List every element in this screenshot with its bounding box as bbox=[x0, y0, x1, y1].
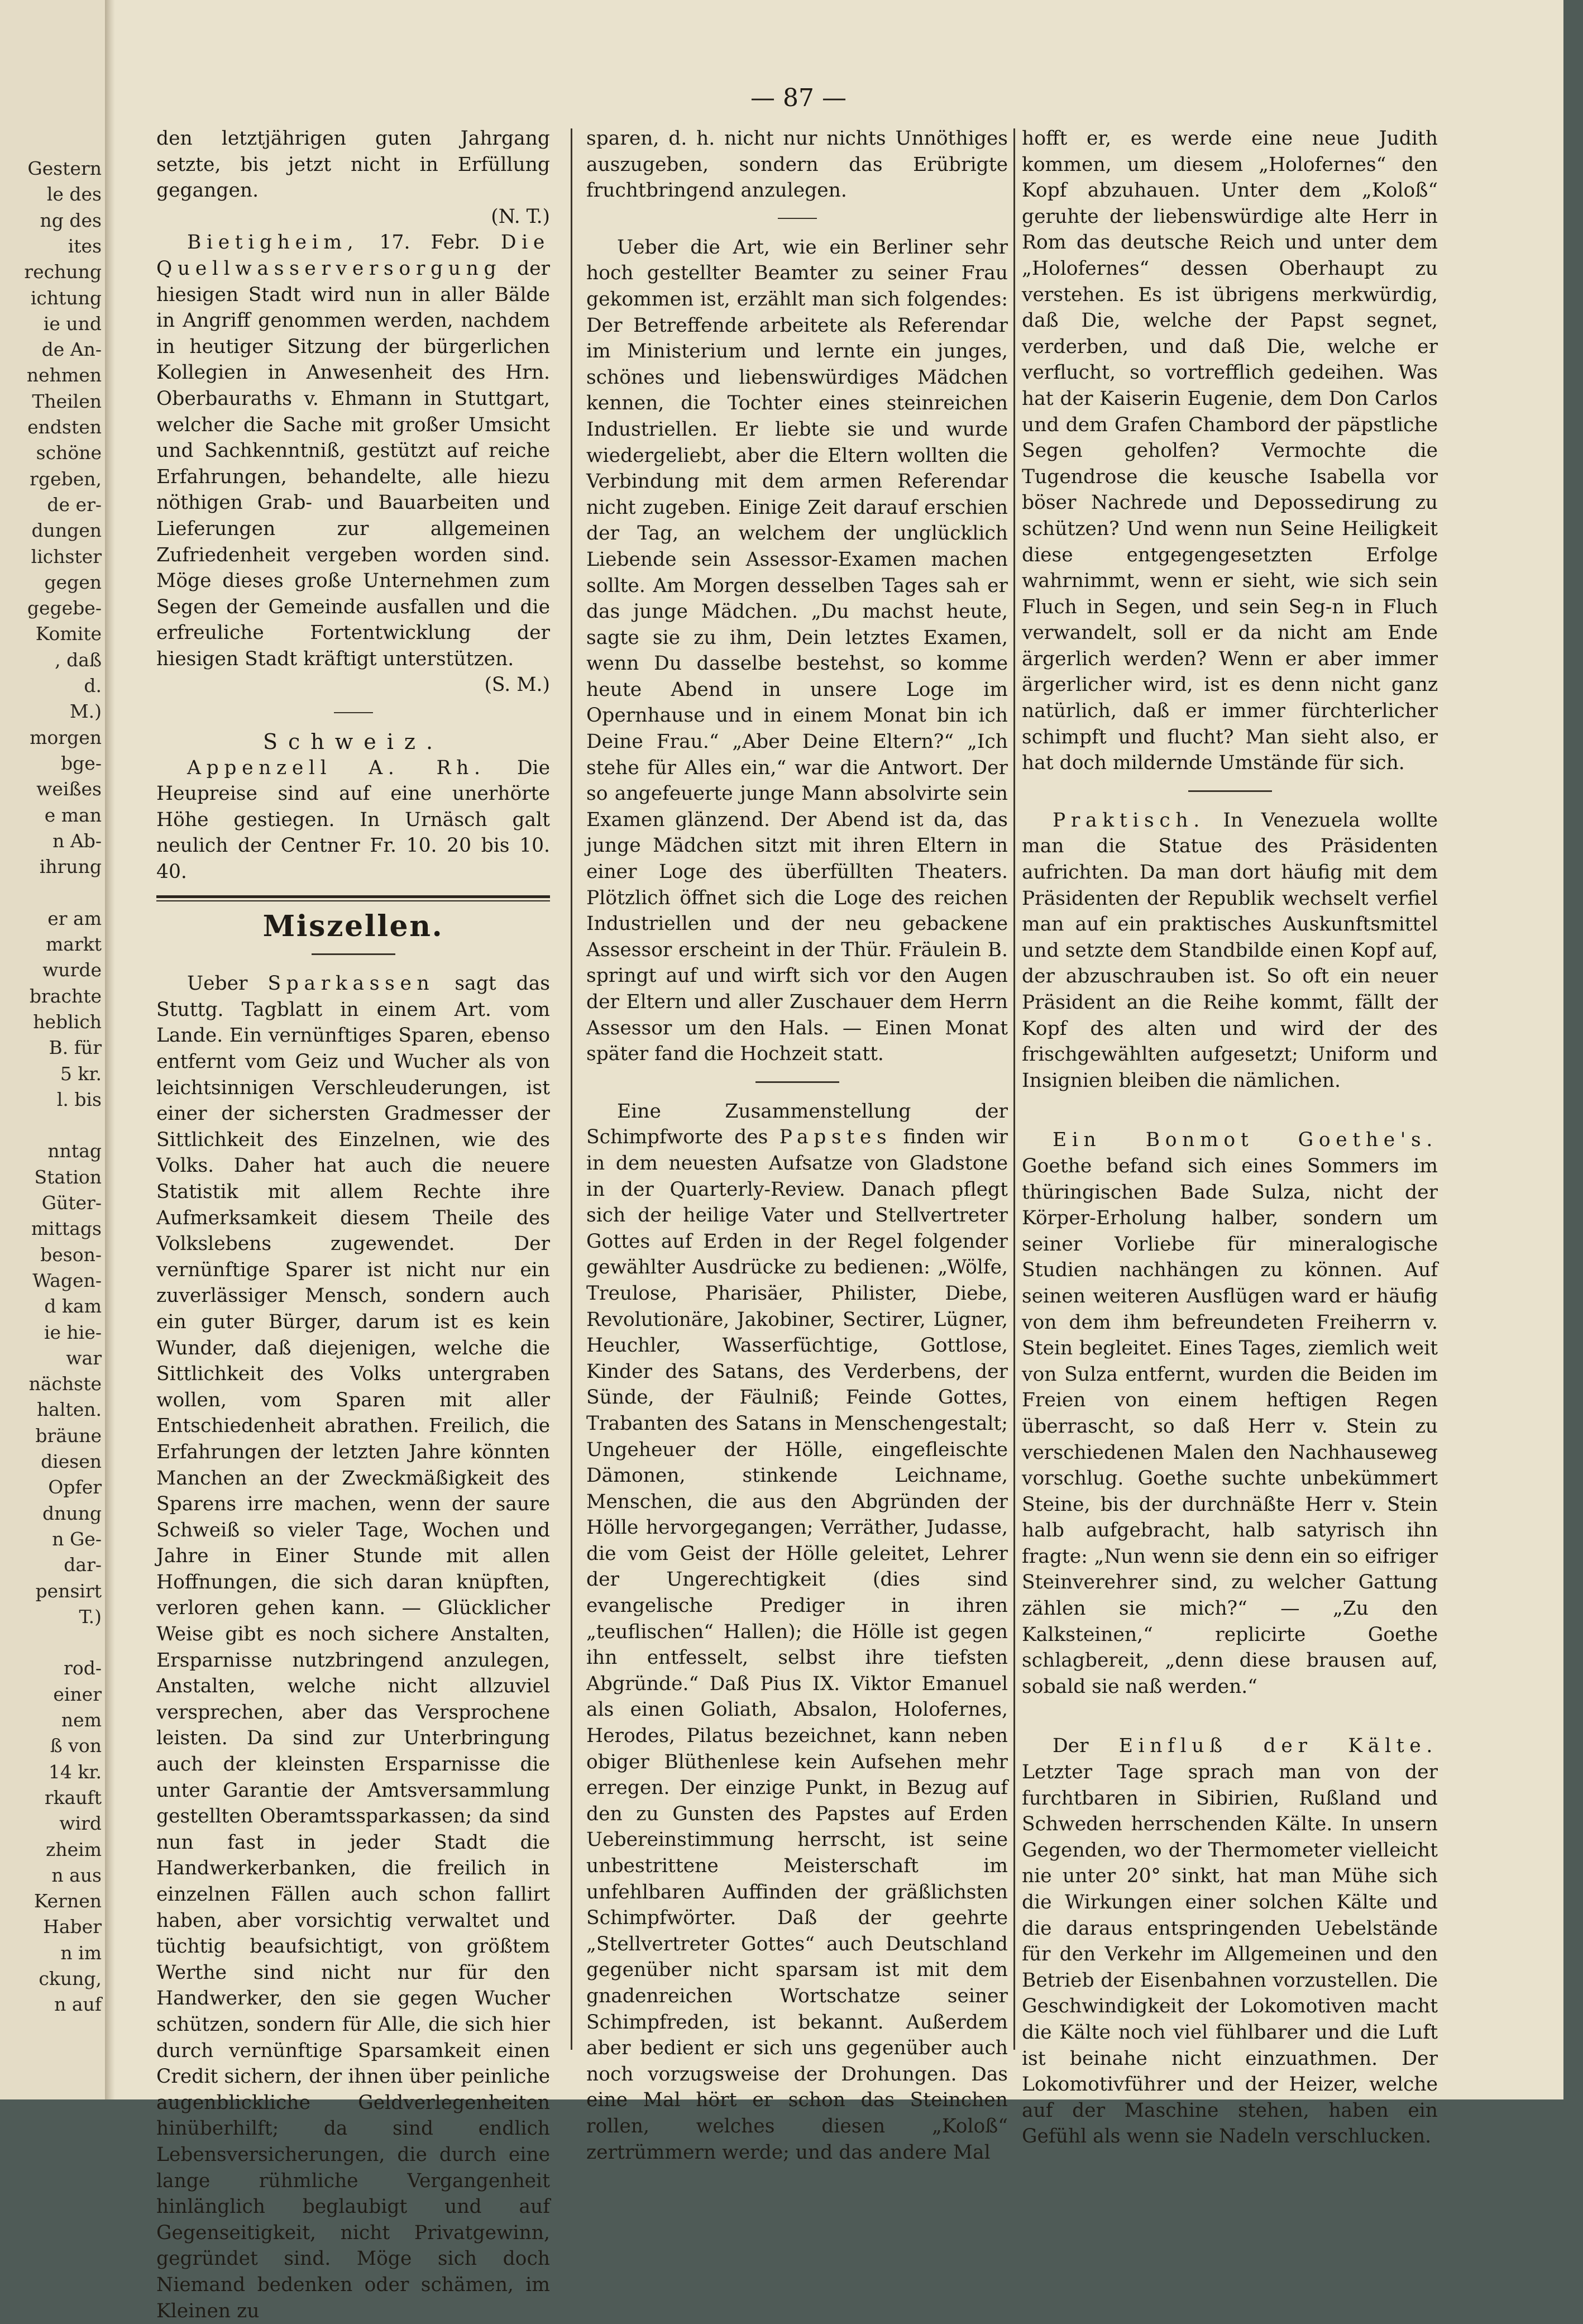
left-page-fragment: B. für bbox=[49, 1037, 102, 1059]
separator-rule bbox=[334, 712, 373, 713]
left-page-fragment: gegen bbox=[44, 571, 102, 593]
column-2 bbox=[586, 126, 1008, 2165]
article-praktisch bbox=[1022, 808, 1438, 1094]
column-rule-2 bbox=[1013, 128, 1015, 2050]
left-page-fragment: weißes bbox=[36, 778, 102, 800]
left-page-fragment: ie hie- bbox=[44, 1321, 102, 1343]
section-heading-schweiz: Schweiz. bbox=[262, 729, 444, 755]
left-page-fragment: mittags bbox=[31, 1218, 102, 1240]
left-page-fragment: Haber bbox=[43, 1916, 102, 1938]
left-page-fragment: einer bbox=[53, 1683, 102, 1705]
left-page-fragment: morgen bbox=[30, 726, 102, 748]
left-page-fragment: rod- bbox=[64, 1657, 102, 1679]
left-page-fragment: pensirt bbox=[35, 1579, 102, 1602]
left-page-fragment: Güter- bbox=[41, 1192, 102, 1214]
article-continuation: sparen, d. h. nicht nur nichts Unnöthiges auszugeben, sondern das Erübrigte fruchtbringend anzulegen. bbox=[586, 127, 1008, 202]
article-text: Die Heupreise sind auf eine unerhörte Höhe gestiegen. In Urnäsch galt neulich der Centner Fr. 10. 20 bis 10. 40. bbox=[156, 756, 551, 884]
left-page-fragment: le des bbox=[46, 183, 102, 206]
article-text: der hiesigen Stadt wird nun in aller Bälde in Angriff genommen werden, nachdem in heutiger Sitzung der bürgerlichen Kollegien in Anwesenheit des Hrn. Oberbauraths v. Ehmann in Stuttgart, welcher die Sache mit großer Umsicht und Sachkenntniß, gestützt auf reiche Erfahrungen, behandelte, alle hiezu nöthigen Grab- und Bauarbeiten und Lieferungen zur allgemeinen Zufriedenheit vergeben worden sind. Möge dieses große Unternehmen zum Segen der Gemeinde ausfallen und die erfreuliche Fortentwicklung der hiesigen Stadt kräftigt unterstützen. bbox=[156, 257, 550, 670]
left-page-fragment: rkauft bbox=[44, 1786, 102, 1808]
left-page-fragment: Gestern bbox=[27, 158, 102, 179]
lead-text: Ueber bbox=[187, 972, 268, 995]
left-page-fragment: wird bbox=[59, 1812, 102, 1835]
left-page-fragment: n aus bbox=[51, 1864, 102, 1886]
book-spine bbox=[105, 0, 115, 2099]
spaced-emphasis: Einfluß der Kälte. bbox=[1118, 1735, 1438, 1758]
left-page-fragment: Theilen bbox=[32, 390, 102, 412]
left-page-fragment: d. bbox=[84, 675, 102, 696]
spaced-emphasis: Papstes bbox=[779, 1126, 892, 1149]
left-page-fragment: war bbox=[66, 1347, 102, 1369]
left-page-fragment: n Ab- bbox=[52, 829, 102, 852]
spaced-emphasis: Sparkassen bbox=[267, 972, 435, 995]
page-number: — 87 — bbox=[750, 84, 847, 112]
left-page-fragment: ihrung bbox=[39, 856, 102, 878]
left-page-fragment: nehmen bbox=[26, 364, 102, 386]
article-text: sagt das Stuttg. Tagblatt in einem Art. vom Lande. Ein vernünftiges Sparen, ebenso entfernt vom Geiz und Wucher als von leichtsinnigen Verschleuderungen, ist einer der sichersten Gradmesser der Sittlichkeit des Einzelnen, wie des Volks. Daher hat auch die neuere Statistik mit allem Rechte ihre Aufmerksamkeit diesem Theile des Volkslebens zugewendet. Der vernünftige Sparer ist nicht nur ein zuverlässiger Mensch, sondern auch ein guter Bürger, darum ist es kein Wunder, daß diejenigen, welche die Sittlichkeit des Volks untergraben wollen, vom Sparen mit aller Entschiedenheit abrathen. Freilich, die Erfahrungen der letzten Jahre könnten Manchen an der Zweckmäßigkeit des Sparens irre machen, wenn der saure Schweiß so vieler Tage, Wochen und Jahre in Einer Stunde mit allen Hoffnungen, die sich daran knüpften, verloren gehen kann. — Glücklicher Weise gibt es noch sichere Anstalten, Ersparnisse nutzbringend anzulegen, Anstalten, welche nicht allzuviel versprechen, aber das Versprochene leisten. Da sind zur Unterbringung auch der kleinsten Ersparnisse die unter Garantie der Amtsversammlung gestellten Oberamtssparkassen; da sind nun fast in jeder Stadt die Handwerkerbanken, die freilich in einzelnen Fällen auch schon fallirt haben, aber vorsichtig verwaltet und tüchtig beaufsichtigt, von größtem Werthe sind nicht nur für den Handwerker, den sie gegen Wucher schützen, sondern für Alle, die sich hier durch vernünftige Sparsamkeit einen Credit sichern, der ihnen über peinliche augenblickliche Geldverlegenheiten hinüberhilft; da sind endlich Lebensversicherungen, die durch eine lange rühmliche Vergangenheit hinlänglich beglaubigt und auf Gegenseitigkeit, nicht Privatgewinn, gegründet sind. Möge sich doch Niemand bedenken oder schämen, im Kleinen zu bbox=[156, 972, 551, 2322]
article-text: In Venezuela wollte man die Statue des Präsidenten aufrichten. Da man dort häufig mit dem Präsidenten der Republik wechselt verfiel man auf ein praktisches Auskunftsmittel und setzte dem Standbilde einen Kopf auf, der abzuschrauben ist. So oft ein neuer Präsident an die Reihe kommt, fällt der Kopf des alten und wird der des frischgewählten aufgesetzt; Uniform und Insignien bleiben die nämlichen. bbox=[1022, 809, 1438, 1092]
left-page-fragment: Wagen- bbox=[32, 1269, 102, 1291]
column-rule-1 bbox=[571, 128, 572, 2050]
left-page-fragment: dungen bbox=[31, 519, 102, 542]
column-1 bbox=[156, 126, 550, 2324]
section-rule bbox=[156, 895, 550, 898]
left-page-fragment: d kam bbox=[44, 1295, 102, 1318]
left-page-fragment: nem bbox=[61, 1709, 102, 1731]
article-text: finden wir in dem neuesten Aufsatze von Gladstone in der Quarterly-Review. Danach pflegt sich der heilige Vater und Stellvertreter Gottes auf Erden in der Regel folgender gewählter Ausdrücke zu bedienen: „Wölfe, Treulose, Pharisäer, Philister, Diebe, Revolutionäre, Jakobiner, Sectirer, Lügner, Heuchler, Wasserfüchtige, Gottlose, Kinder des Satans, des Verderbens, der Sünde, der Fäulniß; Feinde Gottes, Trabanten des Satans in Menschengestalt; Ungeheuer der Hölle, eingefleischte Dämonen, stinkende Leichname, Menschen, die aus den Abgründen der Hölle hervorgegangen; Verräther, Judasse, die vom Geist der Hölle geleitet, Lehrer der Ungerechtigkeit (dies sind evangelische Prediger in ihren „teuflischen“ Hallen); die Hölle ist gegen ihn entfesselt, selbst ihre tiefsten Abgründe.“ Daß Pius IX. Viktor Emanuel als einen Goliath, Absalon, Holofernes, Herodes, Pilatus bezeichnet, kann neben obiger Blüthenlese kein Aufsehen mehr erregen. Der einzige Punkt, in Bezug auf den zu Gunsten des Papstes auf Erden Uebereinstimmung herrscht, ist seine unbestrittene Meisterschaft im unfehlbaren Auffinden der gräßlichsten Schimpfwörter. Daß der geehrte „Stellvertreter Gottes“ auch Deutschland gegenüber nicht sparsam ist mit dem gnadenreichen Wortschatze seiner Schimpfreden, ist bekannt. Außerdem aber bedient er sich uns gegenüber auch noch vorzugsweise der Drohungen. Das eine Mal hört er schon das Steinchen rollen, welches diesen „Koloß“ zertrümmern werde; und das andere Mal bbox=[586, 1126, 1008, 2164]
article-berliner-beamter: Ueber die Art, wie ein Berliner sehr hoch gestellter Beamter zu seiner Frau gekommen ist, erzählt man sich folgendes: Der Betreffende arbeitete als Referendar im Ministerium und lernte ein junges, schönes und liebenswürdiges Mädchen kennen, die Tochter eines steinreichen Industriellen. Er liebte sie und wurde wiedergeliebt, aber die Eltern wollten die Verbindung mit dem armen Referendar nicht zugeben. Einige Zeit darauf erschien der Tag, an welchem der unglücklich Liebende sein Assessor-Examen machen sollte. Am Morgen desselben Tages sah er das junge Mädchen. „Du machst heute, sagte sie zu ihm, Dein letztes Examen, wenn Du dasselbe bestehst, so komme heute Abend in unsere Loge im Opernhause und in einem Monat bin ich Deine Frau.“ „Aber Deine Eltern?“ „Ich stehe für Alles ein,“ war die Antwort. Der so angefeuerte junge Mann absolvirte sein Examen glänzend. Der Abend ist da, das junge Mädchen sitzt mit ihren Eltern in einer Loge des überfüllten Theaters. Plötzlich öffnet sich die Loge des reichen Industriellen und der neu gebackene Assessor erscheint in der Thür. Fräulein B. springt auf und wirft sich vor den Augen der Eltern und aller Zuschauer dem Herrn Assessor um den Hals. — Einen Monat später fand die Hochzeit statt. bbox=[586, 236, 1008, 1066]
left-page-fragment: ß von bbox=[50, 1735, 102, 1757]
left-page-fragment: ichtung bbox=[30, 287, 102, 309]
left-page-fragment: rgeben, bbox=[30, 467, 102, 490]
dateline-place: Bietigheim, bbox=[187, 231, 359, 254]
left-page-fragment: heblich bbox=[33, 1010, 102, 1033]
spacer bbox=[1022, 1700, 1438, 1733]
article-continuation: den letztjährigen guten Jahrgang setzte, bis jetzt nicht in Erfüllung gegangen. bbox=[156, 127, 550, 202]
left-page-fragment: Station bbox=[34, 1166, 102, 1188]
section-rule-thin bbox=[156, 900, 550, 901]
article-bietigheim bbox=[156, 230, 550, 672]
left-page-fragment: beson- bbox=[40, 1243, 102, 1266]
signature: (S. M.) bbox=[484, 674, 550, 696]
lead-text: Der bbox=[1053, 1735, 1119, 1758]
left-page-fragment: markt bbox=[46, 933, 102, 955]
left-page-fragment: endsten bbox=[27, 416, 102, 438]
column-3 bbox=[1022, 126, 1438, 2150]
left-page-fragment: n auf bbox=[54, 1993, 102, 2016]
left-page-fragment: lichster bbox=[31, 545, 102, 567]
article-bonmot-goethe bbox=[1022, 1127, 1438, 1700]
article-sparkassen bbox=[156, 971, 550, 2324]
left-page-fragment: ie und bbox=[43, 312, 102, 335]
article-einfluss-kaelte bbox=[1022, 1733, 1438, 2150]
left-page-fragment: schöne bbox=[36, 442, 102, 464]
left-page-fragment: de er- bbox=[47, 493, 102, 516]
spacer bbox=[1022, 1094, 1438, 1127]
spaced-emphasis: Ein Bonmot Goethe's. bbox=[1053, 1129, 1438, 1152]
separator-rule bbox=[778, 218, 817, 219]
lead-text: Eine Zusammenstellung der Schimpfworte des bbox=[586, 1100, 1008, 1149]
left-page-fragment: bräune bbox=[35, 1424, 102, 1447]
left-page-fragment: M.) bbox=[69, 700, 102, 723]
left-facing-page bbox=[0, 0, 106, 2099]
dateline-date: 17. Febr. bbox=[358, 231, 501, 254]
article-continuation: hofft er, es werde eine neue Judith kommen, um diesem „Holofernes“ den Kopf abzuhauen. Unter dem „Koloß“ geruhte der liebenswürdige alte Herr in Rom das deutsche Reich und unter dem „Holofernes“ dessen Oberhaupt zu verstehen. Es ist übrigens merkwürdig, daß Die, welche der Papst segnet, verderben, und daß Die, welche er verflucht, so vortrefflich gedeihen. Was hat der Kaiserin Eugenie, dem Don Carlos und dem Grafen Chambord der päpstliche Segen geholfen? Vermochte die Tugendrose die keusche Isabella vor böser Nachrede und Depossedirung zu schützen? Und wenn nun Seine Heiligkeit diese entgegengesetzten Erfolge wahrnimmt, wenn er sieht, wie sich sein Fluch in Segen, und sein Seg-n in Fluch verwandelt, soll er da nicht am Ende ärgerlich werden? Wenn er aber immer ärgerlicher wird, ist es denn nicht ganz natürlich, daß er immer fürchterlicher schimpft und flucht? Man sieht also, er hat doch mildernde Umstände für sich. bbox=[1022, 127, 1438, 775]
spaced-emphasis: Appenzell A. Rh. bbox=[187, 756, 486, 779]
left-page-fragment: 14 kr. bbox=[48, 1760, 102, 1783]
separator-rule bbox=[755, 1081, 839, 1083]
spaced-emphasis: Die Quellwasserversorgung bbox=[156, 231, 550, 280]
left-page-fragment: ites bbox=[68, 235, 102, 257]
separator-rule bbox=[312, 953, 395, 955]
left-page-fragment: diesen bbox=[41, 1450, 102, 1472]
left-page-fragment: dnung bbox=[42, 1502, 102, 1524]
section-heading-miszellen: Miszellen. bbox=[262, 909, 444, 943]
left-page-fragment: Komite bbox=[35, 623, 102, 645]
separator-rule bbox=[1188, 790, 1272, 792]
left-page-fragment: n Ge- bbox=[52, 1528, 102, 1550]
left-page-fragment: er am bbox=[47, 907, 102, 929]
left-page-fragment: dar- bbox=[64, 1554, 102, 1576]
left-page-fragment: wurde bbox=[42, 959, 102, 981]
left-page-fragment: zheim bbox=[45, 1838, 102, 1860]
left-page-fragment: T.) bbox=[79, 1605, 102, 1628]
left-page-fragment: 5 kr. bbox=[60, 1062, 102, 1085]
left-page-fragment: e man bbox=[44, 804, 102, 826]
left-page-fragment: rechung bbox=[24, 261, 102, 283]
left-page-fragment: n im bbox=[60, 1941, 102, 1964]
article-schimpfworte bbox=[586, 1099, 1008, 2165]
left-page-fragment: Kernen bbox=[34, 1890, 102, 1912]
left-page-fragment: bge- bbox=[61, 752, 102, 774]
left-page-fragment: ng des bbox=[40, 209, 102, 231]
left-page-fragment: l. bis bbox=[56, 1088, 102, 1110]
left-page-fragment: nntag bbox=[47, 1140, 102, 1162]
spaced-emphasis: Praktisch. bbox=[1053, 809, 1205, 832]
article-appenzell bbox=[156, 755, 550, 885]
left-page-fragment: nächste bbox=[28, 1373, 102, 1395]
left-page-fragment: Opfer bbox=[48, 1476, 102, 1499]
signature: (N. T.) bbox=[491, 205, 550, 228]
article-text: Goethe befand sich eines Sommers im thüringischen Bade Sulza, nicht der Körper-Erholung halber, sondern um seiner Vorliebe für mineralogische Studien nachhängen zu können. Auf seinen weiteren Ausflügen ward er häufig von dem ihm befreundeten Freiherrn v. Stein begleitet. Eines Tages, ziemlich weit von Sulza entfernt, wurden die Beiden im Freien von einem heftigen Regen überrascht, so daß Herr v. Stein zu verschiedenen Malen den Nachhauseweg vorschlug. Goethe suchte unbekümmert Steine, bis der durchnäßte Herr v. Stein halb aufgebracht, halb satyrisch ihn fragte: „Nun wenn sie denn ein so eifriger Steinverehrer sind, zu welcher Gattung zählen sie mich?“ — „Zu den Kalksteinen,“ replicirte Goethe schlagbereit, „denn diese brausen auf, sobald sie naß werden.“ bbox=[1022, 1154, 1438, 1698]
left-page-fragment: gegebe- bbox=[27, 597, 102, 619]
article-text: Letzter Tage sprach man von der furchtbaren in Sibirien, Rußland und Schweden herrschenden Kälte. In unsern Gegenden, wo der Thermometer vielleicht nie unter 20° sinkt, hat man Mühe sich die Wirkungen einer solchen Kälte und die daraus entspringenden Uebelstände für den Verkehr im Allgemeinen und den Betrieb der Eisenbahnen vorzustellen. Die Geschwindigkeit der Lokomotiven macht die Kälte noch viel fühlbarer und die Luft ist beinahe nicht einzuathmen. Der Lokomotivführer und der Heizer, welche auf der Maschine stehen, haben ein Gefühl als wenn sie Nadeln verschlucken. bbox=[1022, 1761, 1438, 2148]
left-page-fragment: ckung, bbox=[39, 1968, 102, 1989]
left-page-fragment: brachte bbox=[29, 985, 102, 1007]
left-page-fragment: de An- bbox=[41, 338, 102, 361]
left-page-fragment: halten. bbox=[36, 1399, 102, 1421]
left-page-fragment: , daß bbox=[55, 648, 102, 671]
